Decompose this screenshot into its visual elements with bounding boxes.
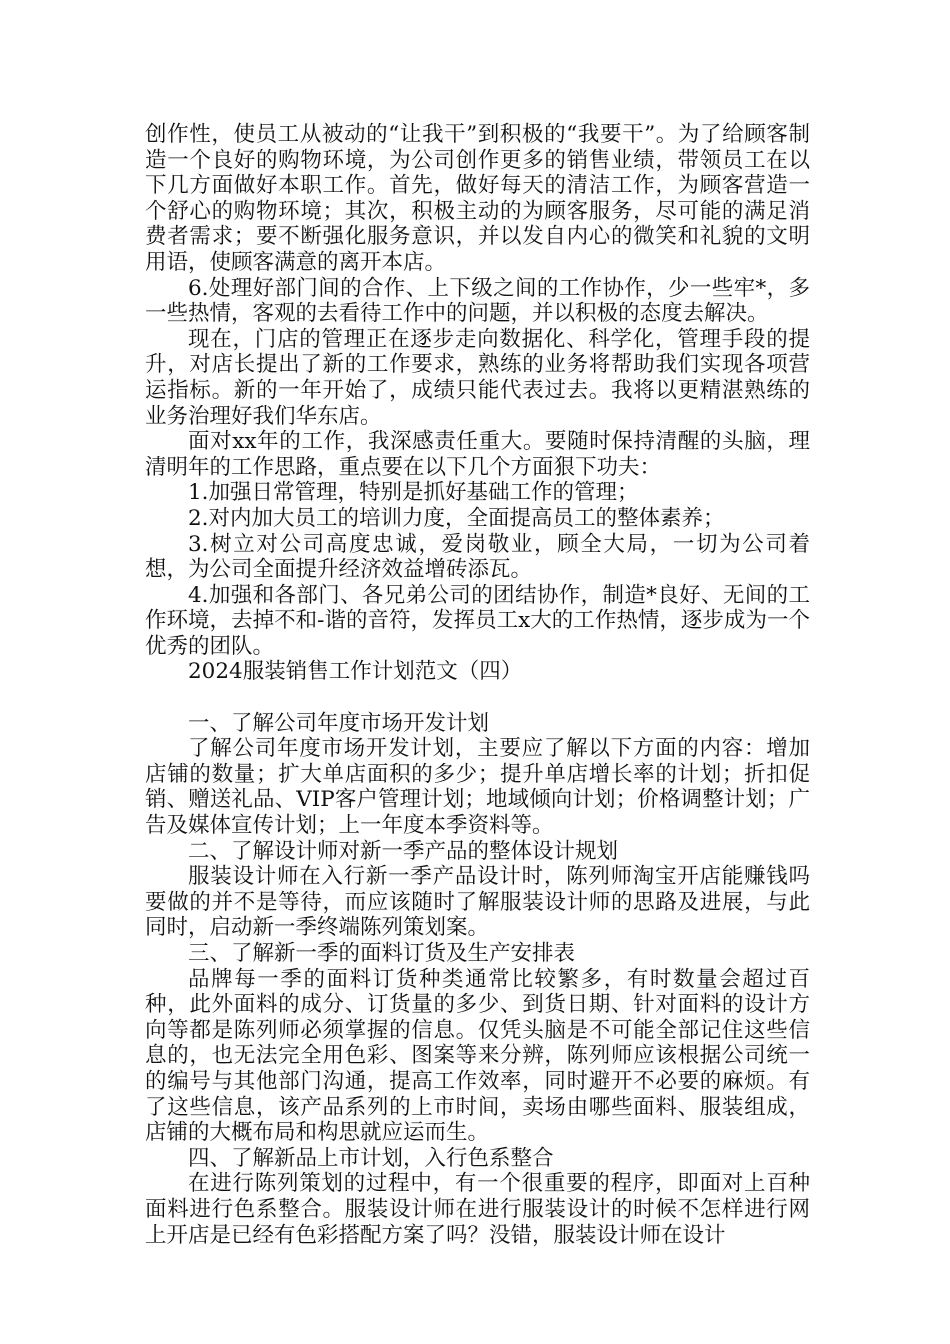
paragraph-management: 现在，门店的管理正在逐步走向数据化、科学化，管理手段的提升，对店长提出了新的工作要求，熟练的业务将帮助我们实现各项营运指标。新的一年开始了，成绩只能代表过去。我将以更精湛熟练的业务治理好我们华东店。 — [145, 326, 810, 429]
blank-line — [145, 685, 810, 711]
paragraph-continuation: 创作性，使员工从被动的“让我干”到积极的“我要干”。为了给顾客制造一个良好的购物环境，为公司创作更多的销售业绩，带领员工在以下几方面做好本职工作。首先，做好每天的清洁工作，为顾客营造一个舒心的购物环境；其次，积极主动的为顾客服务，尽可能的满足消费者需求；要不断强化服务意识，并以发自内心的微笑和礼貌的文明用语，使顾客满意的离开本店。 — [145, 122, 810, 275]
paragraph-item-6: 6.处理好部门间的合作、上下级之间的工作协作，少一些牢*，多一些热情，客观的去看待工作中的问题，并以积极的态度去解决。 — [145, 275, 810, 327]
paragraph-color: 在进行陈列策划的过程中，有一个很重要的程序，即面对上百种面料进行色系整合。服装设计师在进行服装设计的时候不怎样进行网上开店是已经有色彩搭配方案了吗？没错，服装设计师在设计 — [145, 1171, 810, 1248]
list-item-3: 3.树立对公司高度忠诚，爱岗敬业，顾全大局，一切为公司着想，为公司全面提升经济效益增砖添瓦。 — [145, 531, 810, 583]
paragraph-market-plan: 了解公司年度市场开发计划，主要应了解以下方面的内容：增加店铺的数量；扩大单店面积的多少；提升单店增长率的计划；折扣促销、赠送礼品、VIP客户管理计划；地域倾向计划；价格调整计划；广告及媒体宣传计划；上一年度本季资料等。 — [145, 736, 810, 839]
heading-2: 二、了解设计师对新一季产品的整体设计规划 — [188, 838, 619, 864]
paragraph-fabric: 品牌每一季的面料订货种类通常比较繁多，有时数量会超过百种，此外面料的成分、订货量的多少、到货日期、针对面料的设计方向等都是陈列师必须掌握的信息。仅凭头脑是不可能全部记住这些信息的，也无法完全用色彩、图案等来分辨，陈列师应该根据公司统一的编号与其他部门沟通，提高工作效率，同时避开不必要的麻烦。有了这些信息，该产品系列的上市时间，卖场由哪些面料、服装组成，店铺的大概布局和构思就应运而生。 — [145, 966, 810, 1146]
heading-3: 三、了解新一季的面料订货及生产安排表 — [188, 941, 576, 966]
section-title: 2024服装销售工作计划范文（四） — [188, 659, 523, 685]
document-body — [145, 122, 810, 1248]
list-item-2: 2.对内加大员工的培训力度，全面提高员工的整体素养； — [188, 505, 725, 531]
heading-4: 四、了解新品上市计划，入行色系整合 — [188, 1145, 554, 1171]
list-item-4: 4.加强和各部门、各兄弟公司的团结协作，制造*良好、无间的工作环境，去掉不和-谐的音符，发挥员工x大的工作热情，逐步成为一个优秀的团队。 — [145, 582, 810, 659]
list-item-1: 1.加强日常管理，特别是抓好基础工作的管理； — [188, 480, 639, 506]
paragraph-designer: 服装设计师在入行新一季产品设计时，陈列师淘宝开店能赚钱吗要做的并不是等待，而应该随时了解服装设计师的思路及进展，与此同时，启动新一季终端陈列策划案。 — [145, 864, 810, 941]
paragraph-responsibility: 面对xx年的工作，我深感责任重大。要随时保持清醒的头脑，理清明年的工作思路，重点要在以下几个方面狠下功夫： — [145, 429, 810, 480]
heading-1: 一、了解公司年度市场开发计划 — [188, 710, 490, 736]
